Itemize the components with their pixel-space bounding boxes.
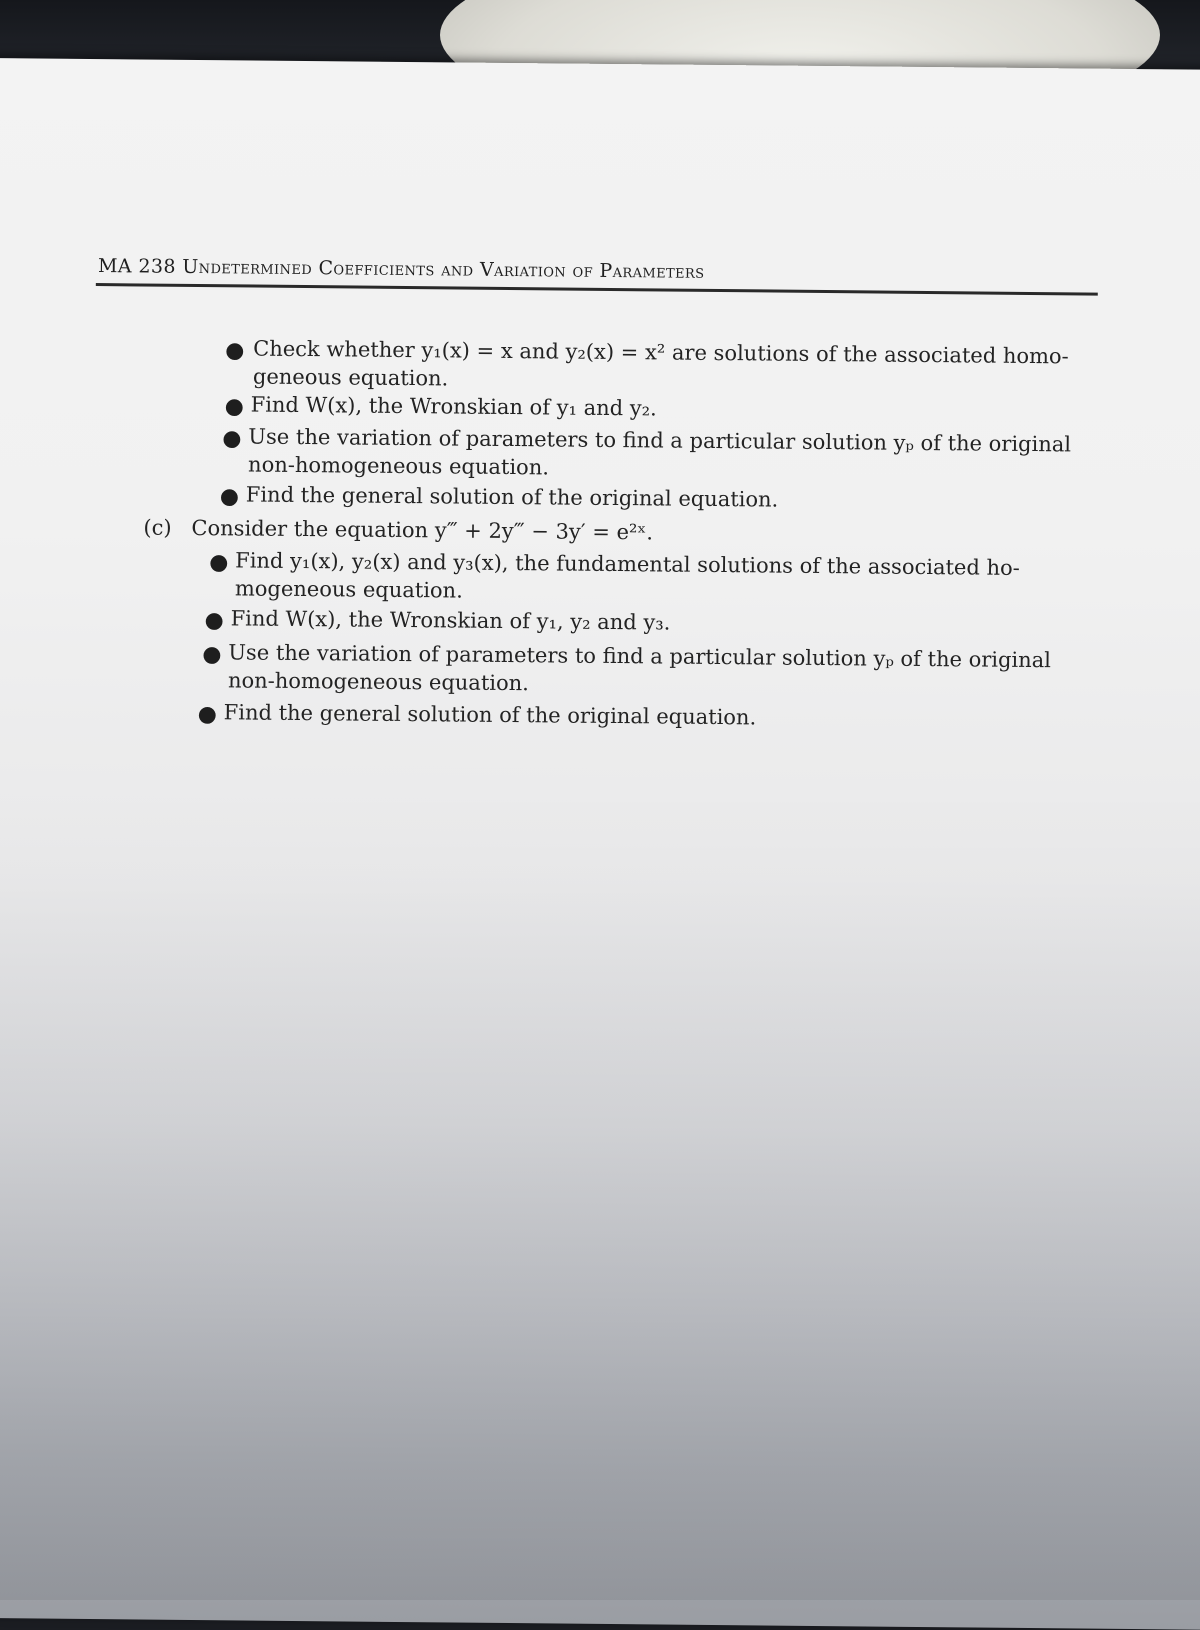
part-c-item-variation-cont: non-homogeneous equation.: [227, 668, 530, 696]
part-c-item-fundamental: Find y₁(x), y₂(x) and y₃(x), the fundamental solutions of the associated ho-: [235, 548, 1020, 580]
part-c-statement: Consider the equation y‴ + 2y‴ − 3y′ = e²ˣ.: [191, 515, 654, 545]
part-b-item-wronskian: Find W(x), the Wronskian of y₁ and y₂.: [250, 392, 657, 421]
bullet-icon: ●: [209, 550, 229, 576]
part-c-label: (c): [143, 515, 172, 540]
part-c-item-fundamental-cont: mogeneous equation.: [234, 576, 463, 603]
document-page: [0, 58, 1200, 1630]
part-b-item-check-cont: geneous equation.: [252, 364, 449, 391]
part-c-item-wronskian: Find W(x), the Wronskian of y₁, y₂ and y₃.: [230, 606, 671, 635]
bullet-icon: ●: [204, 608, 224, 634]
bullet-icon: ●: [197, 702, 218, 728]
bullet-icon: ●: [224, 394, 244, 420]
bullet-icon: ●: [219, 484, 240, 510]
part-b-item-variation: Use the variation of parameters to find a particular solution yₚ of the original: [248, 424, 1072, 457]
part-c-item-general: Find the general solution of the original equation.: [223, 700, 757, 730]
part-b-item-general: Find the general solution of the original equation.: [245, 482, 779, 512]
part-b-item-variation-cont: non-homogeneous equation.: [247, 452, 550, 480]
part-b-item-check: Check whether y₁(x) = x and y₂(x) = x² are solutions of the associated homo-: [253, 336, 1069, 369]
bullet-icon: ●: [202, 642, 222, 668]
page-header: MA 238 Undetermined Coefficients and Variation of Parameters: [97, 255, 705, 283]
part-c-item-variation: Use the variation of parameters to find a particular solution yₚ of the original: [228, 640, 1052, 673]
bullet-icon: ●: [222, 426, 242, 452]
bullet-icon: ●: [225, 338, 245, 364]
